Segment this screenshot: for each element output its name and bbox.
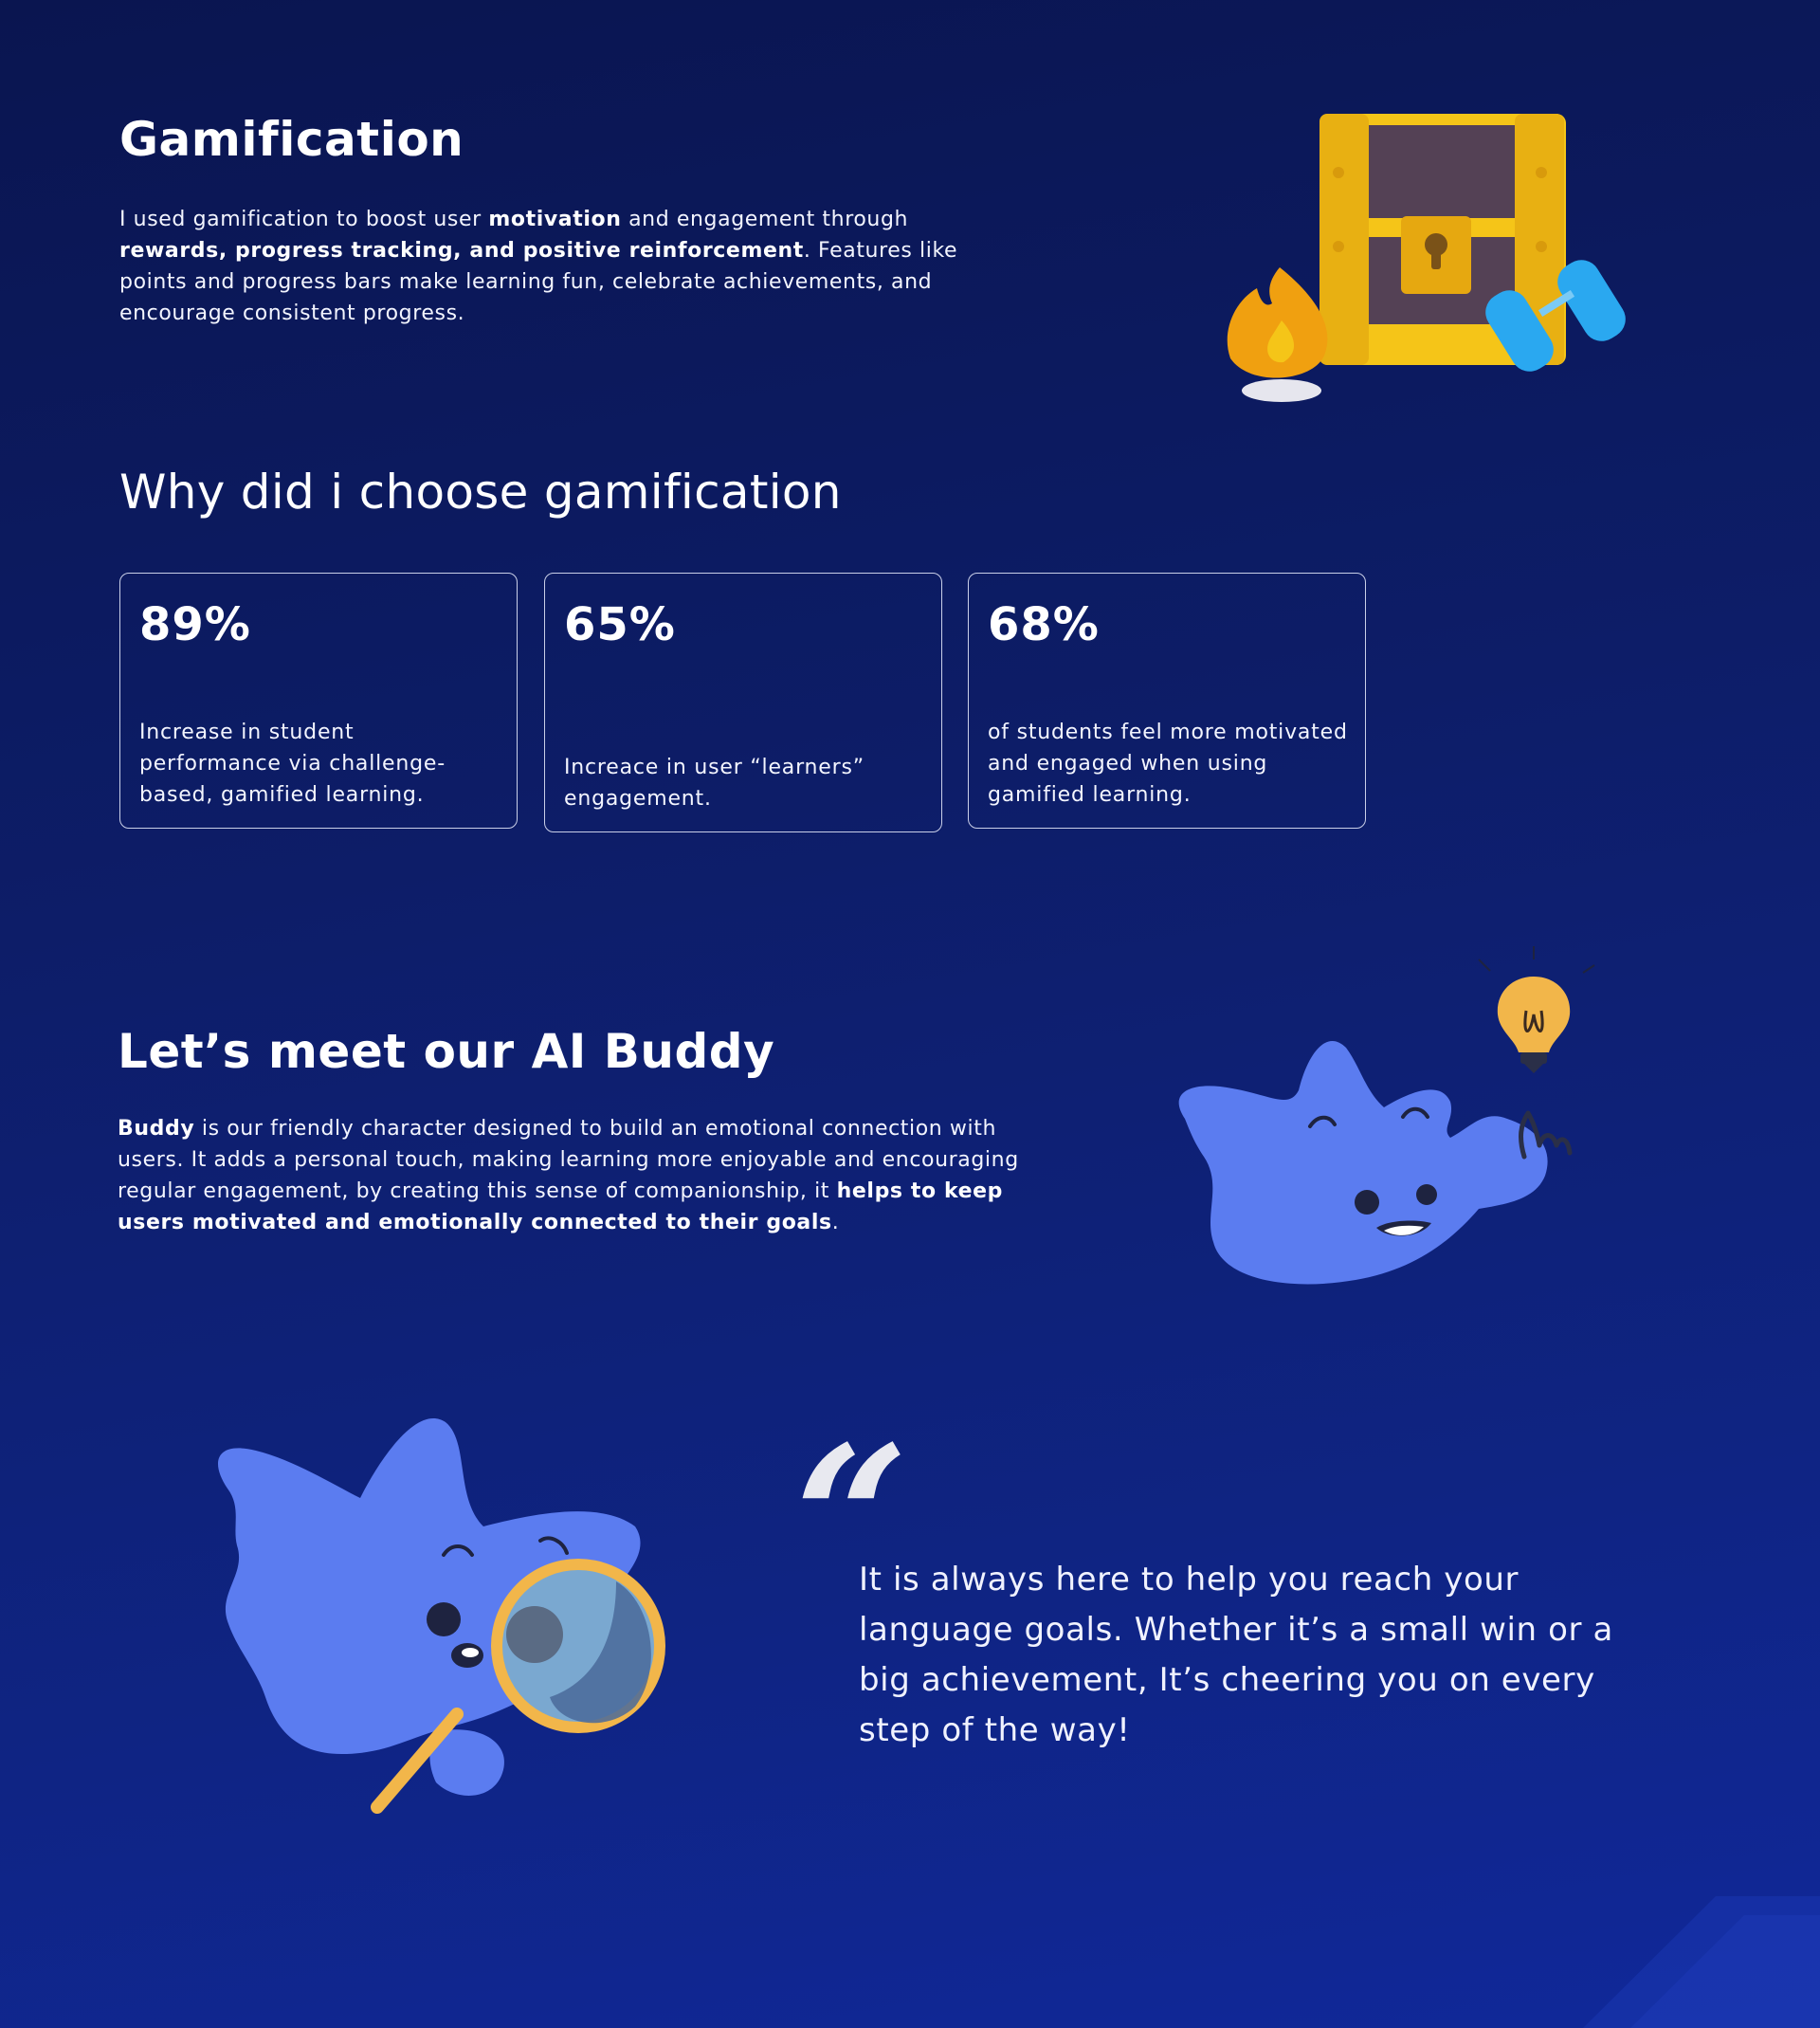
quote-mark-icon: “ bbox=[794, 1402, 909, 1636]
stat-card-3 bbox=[968, 573, 1366, 829]
buddy-character-icon bbox=[1179, 1041, 1570, 1284]
buddy-idea-illustration bbox=[1166, 939, 1602, 1327]
gamification-text-3: rewards, progress tracking, and positive reinforcement bbox=[119, 239, 804, 263]
stat-description: of students feel more motivated and engaged when using gamified learning. bbox=[988, 721, 1348, 807]
stat-card-1 bbox=[119, 573, 518, 829]
decorative-corner-shape bbox=[1574, 1887, 1820, 2028]
gamification-text-4: . Features like points and progress bars make learning fun, celebrate achievements, and encourage consistent progress. bbox=[119, 239, 958, 325]
stat-value: 68% bbox=[988, 598, 1100, 651]
gamification-text-0: I used gamification to boost user bbox=[119, 208, 489, 231]
gamification-title: Gamification bbox=[119, 112, 464, 167]
gamification-text-2: and engagement through bbox=[621, 208, 909, 231]
stat-description: Increase in student performance via challenge-based, gamified learning. bbox=[139, 721, 446, 807]
light-bulb-icon bbox=[1479, 946, 1594, 1073]
quote-text: It is always here to help you reach your language goals. Whether it’s a small win or a big achievement, It’s cheering you on every step of the way! bbox=[859, 1561, 1613, 1749]
stat-description: Increace in user “learners” engagement. bbox=[564, 756, 864, 811]
stat-value: 65% bbox=[564, 598, 676, 651]
flame-base-icon bbox=[1242, 379, 1321, 402]
why-title: Why did i choose gamification bbox=[119, 465, 842, 520]
gamification-paragraph bbox=[119, 204, 973, 329]
buddy-paragraph bbox=[118, 1113, 1065, 1238]
stat-value: 89% bbox=[139, 598, 251, 651]
treasure-chest-illustration bbox=[1223, 104, 1659, 417]
buddy-text-1: is our friendly character designed to build an emotional connection with users. It adds a personal touch, making learning more enjoyable and encouraging regular engagement, by creating this sense of companionship, it bbox=[118, 1117, 1019, 1203]
gamification-text-1: motivation bbox=[488, 208, 622, 231]
buddy-text-0: Buddy bbox=[118, 1117, 195, 1141]
stat-card-2 bbox=[544, 573, 942, 832]
buddy-text-3: . bbox=[831, 1211, 840, 1234]
buddy-text-2: helps to keep users motivated and emotionally connected to their goals bbox=[118, 1179, 1003, 1234]
buddy-search-illustration bbox=[199, 1384, 692, 1820]
buddy-title: Let’s meet our AI Buddy bbox=[118, 1024, 775, 1079]
